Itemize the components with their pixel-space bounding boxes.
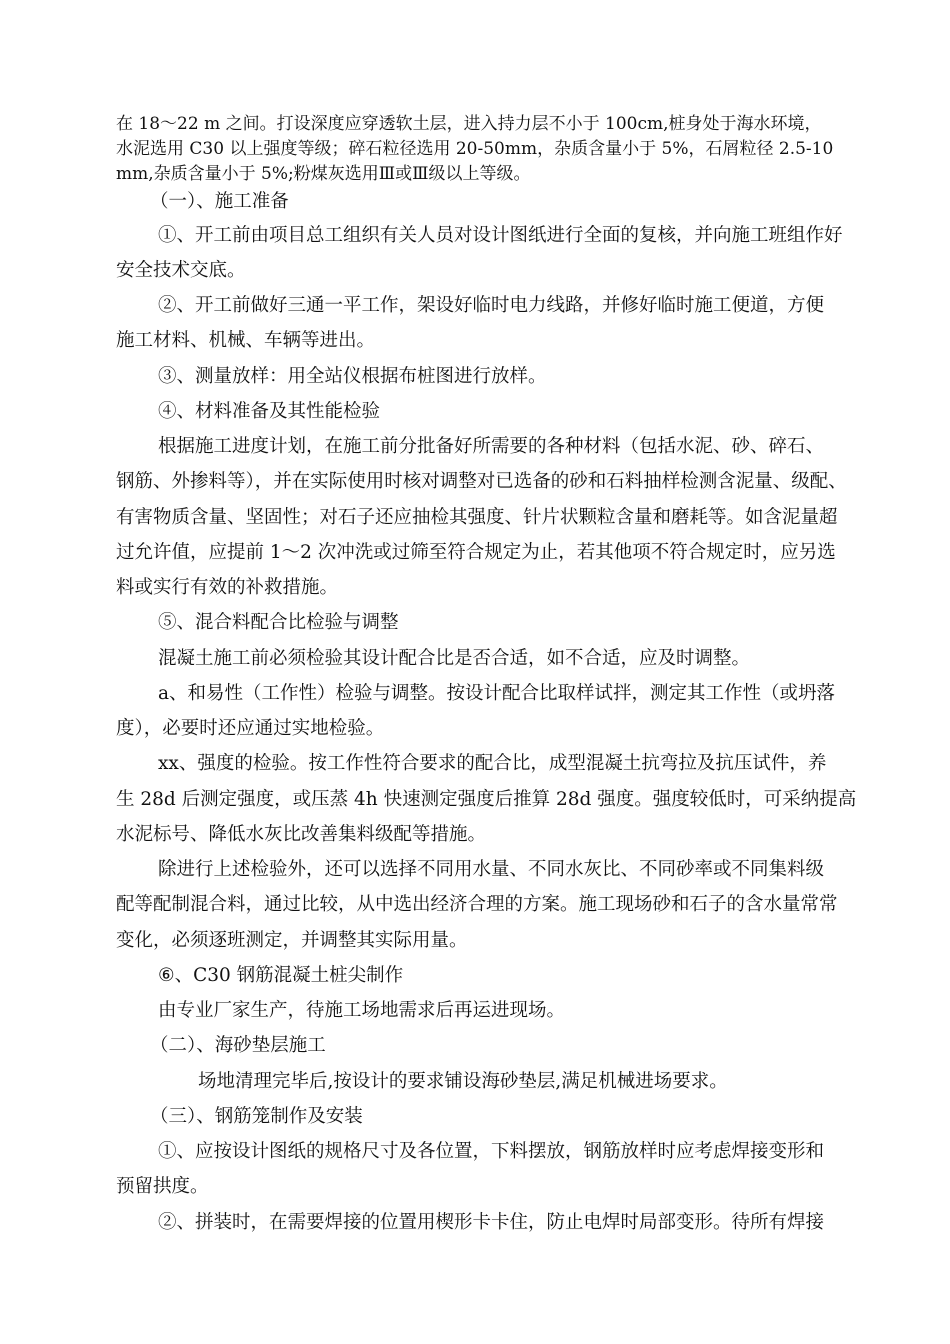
text-line: 水泥选用 C30 以上强度等级；碎石粒径选用 20-50mm，杂质含量小于 5%，石屑粒径 2.5-10 <box>116 139 834 159</box>
text-line: mm,杂质含量小于 5%;粉煤灰选用Ⅲ或Ⅲ级以上等级。 <box>116 164 531 184</box>
text-line: 过允许值，应提前 1～2 次冲洗或过筛至符合规定为止，若其他项不符合规定时，应另选 <box>116 542 836 563</box>
text-line: ④、材料准备及其性能检验 <box>158 401 381 422</box>
text-line: 料或实行有效的补救措施。 <box>116 577 339 598</box>
text-line: ①、应按设计图纸的规格尺寸及各位置，下料摆放，钢筋放样时应考虑焊接变形和 <box>158 1141 825 1162</box>
section-heading: （三）、钢筋笼制作及安装 <box>150 1106 363 1127</box>
text-line: ①、开工前由项目总工组织有关人员对设计图纸进行全面的复核，并向施工班组作好 <box>158 225 843 246</box>
text-line: 生 28d 后测定强度，或压蒸 4h 快速测定强度后推算 28d 强度。强度较低时，可采纳提高 <box>116 789 857 810</box>
section-heading: （二）、海砂垫层施工 <box>150 1035 326 1056</box>
text-line: ②、拼装时，在需要焊接的位置用楔形卡卡住，防止电焊时局部变形。待所有焊接 <box>158 1212 825 1233</box>
text-line: 除进行上述检验外，还可以选择不同用水量、不同水灰比、不同砂率或不同集料级 <box>158 859 825 880</box>
text-line: 施工材料、机械、车辆等进出。 <box>116 330 376 351</box>
text-line: ②、开工前做好三通一平工作，架设好临时电力线路，并修好临时施工便道，方便 <box>158 295 825 316</box>
text-line: 混凝土施工前必须检验其设计配合比是否合适，如不合适，应及时调整。 <box>158 648 751 669</box>
text-line: 预留拱度。 <box>116 1176 209 1197</box>
text-line: 变化，必须逐班测定，并调整其实际用量。 <box>116 930 468 951</box>
text-line: ⑥、C30 钢筋混凝土桩尖制作 <box>158 965 404 986</box>
text-line: 配等配制混合料，通过比较，从中选出经济合理的方案。施工现场砂和石子的含水量常常 <box>116 894 838 915</box>
text-line: 有害物质含量、坚固性；对石子还应抽检其强度、针片状颗粒含量和磨耗等。如含泥量超 <box>116 507 838 528</box>
text-line: 由专业厂家生产，待施工场地需求后再运进现场。 <box>158 1000 566 1021</box>
text-line: 在 18～22 m 之间。打设深度应穿透软土层，进入持力层不小于 100cm,桩身处于海水环境， <box>116 114 822 134</box>
text-line: 水泥标号、降低水灰比改善集料级配等措施。 <box>116 824 487 845</box>
text-line: 根据施工进度计划，在施工前分批备好所需要的各种材料（包括水泥、砂、碎石、 <box>158 436 825 457</box>
text-line: 安全技术交底。 <box>116 260 246 281</box>
section-heading: （一）、施工准备 <box>150 191 289 212</box>
text-line: 场地清理完毕后,按设计的要求铺设海砂垫层,满足机械进场要求。 <box>198 1071 728 1092</box>
text-line: a、和易性（工作性）检验与调整。按设计配合比取样试拌，测定其工作性（或坍落 <box>158 683 836 704</box>
text-line: ⑤、混合料配合比检验与调整 <box>158 612 399 633</box>
text-line: 钢筋、外掺料等），并在实际使用时核对调整对已选备的砂和石料抽样检测含泥量、级配、 <box>116 471 847 492</box>
text-line: xx、强度的检验。按工作性符合要求的配合比，成型混凝土抗弯拉及抗压试件，养 <box>158 753 827 774</box>
text-line: ③、测量放样：用全站仪根据布桩图进行放样。 <box>158 366 547 387</box>
text-line: 度），必要时还应通过实地检验。 <box>116 718 385 739</box>
